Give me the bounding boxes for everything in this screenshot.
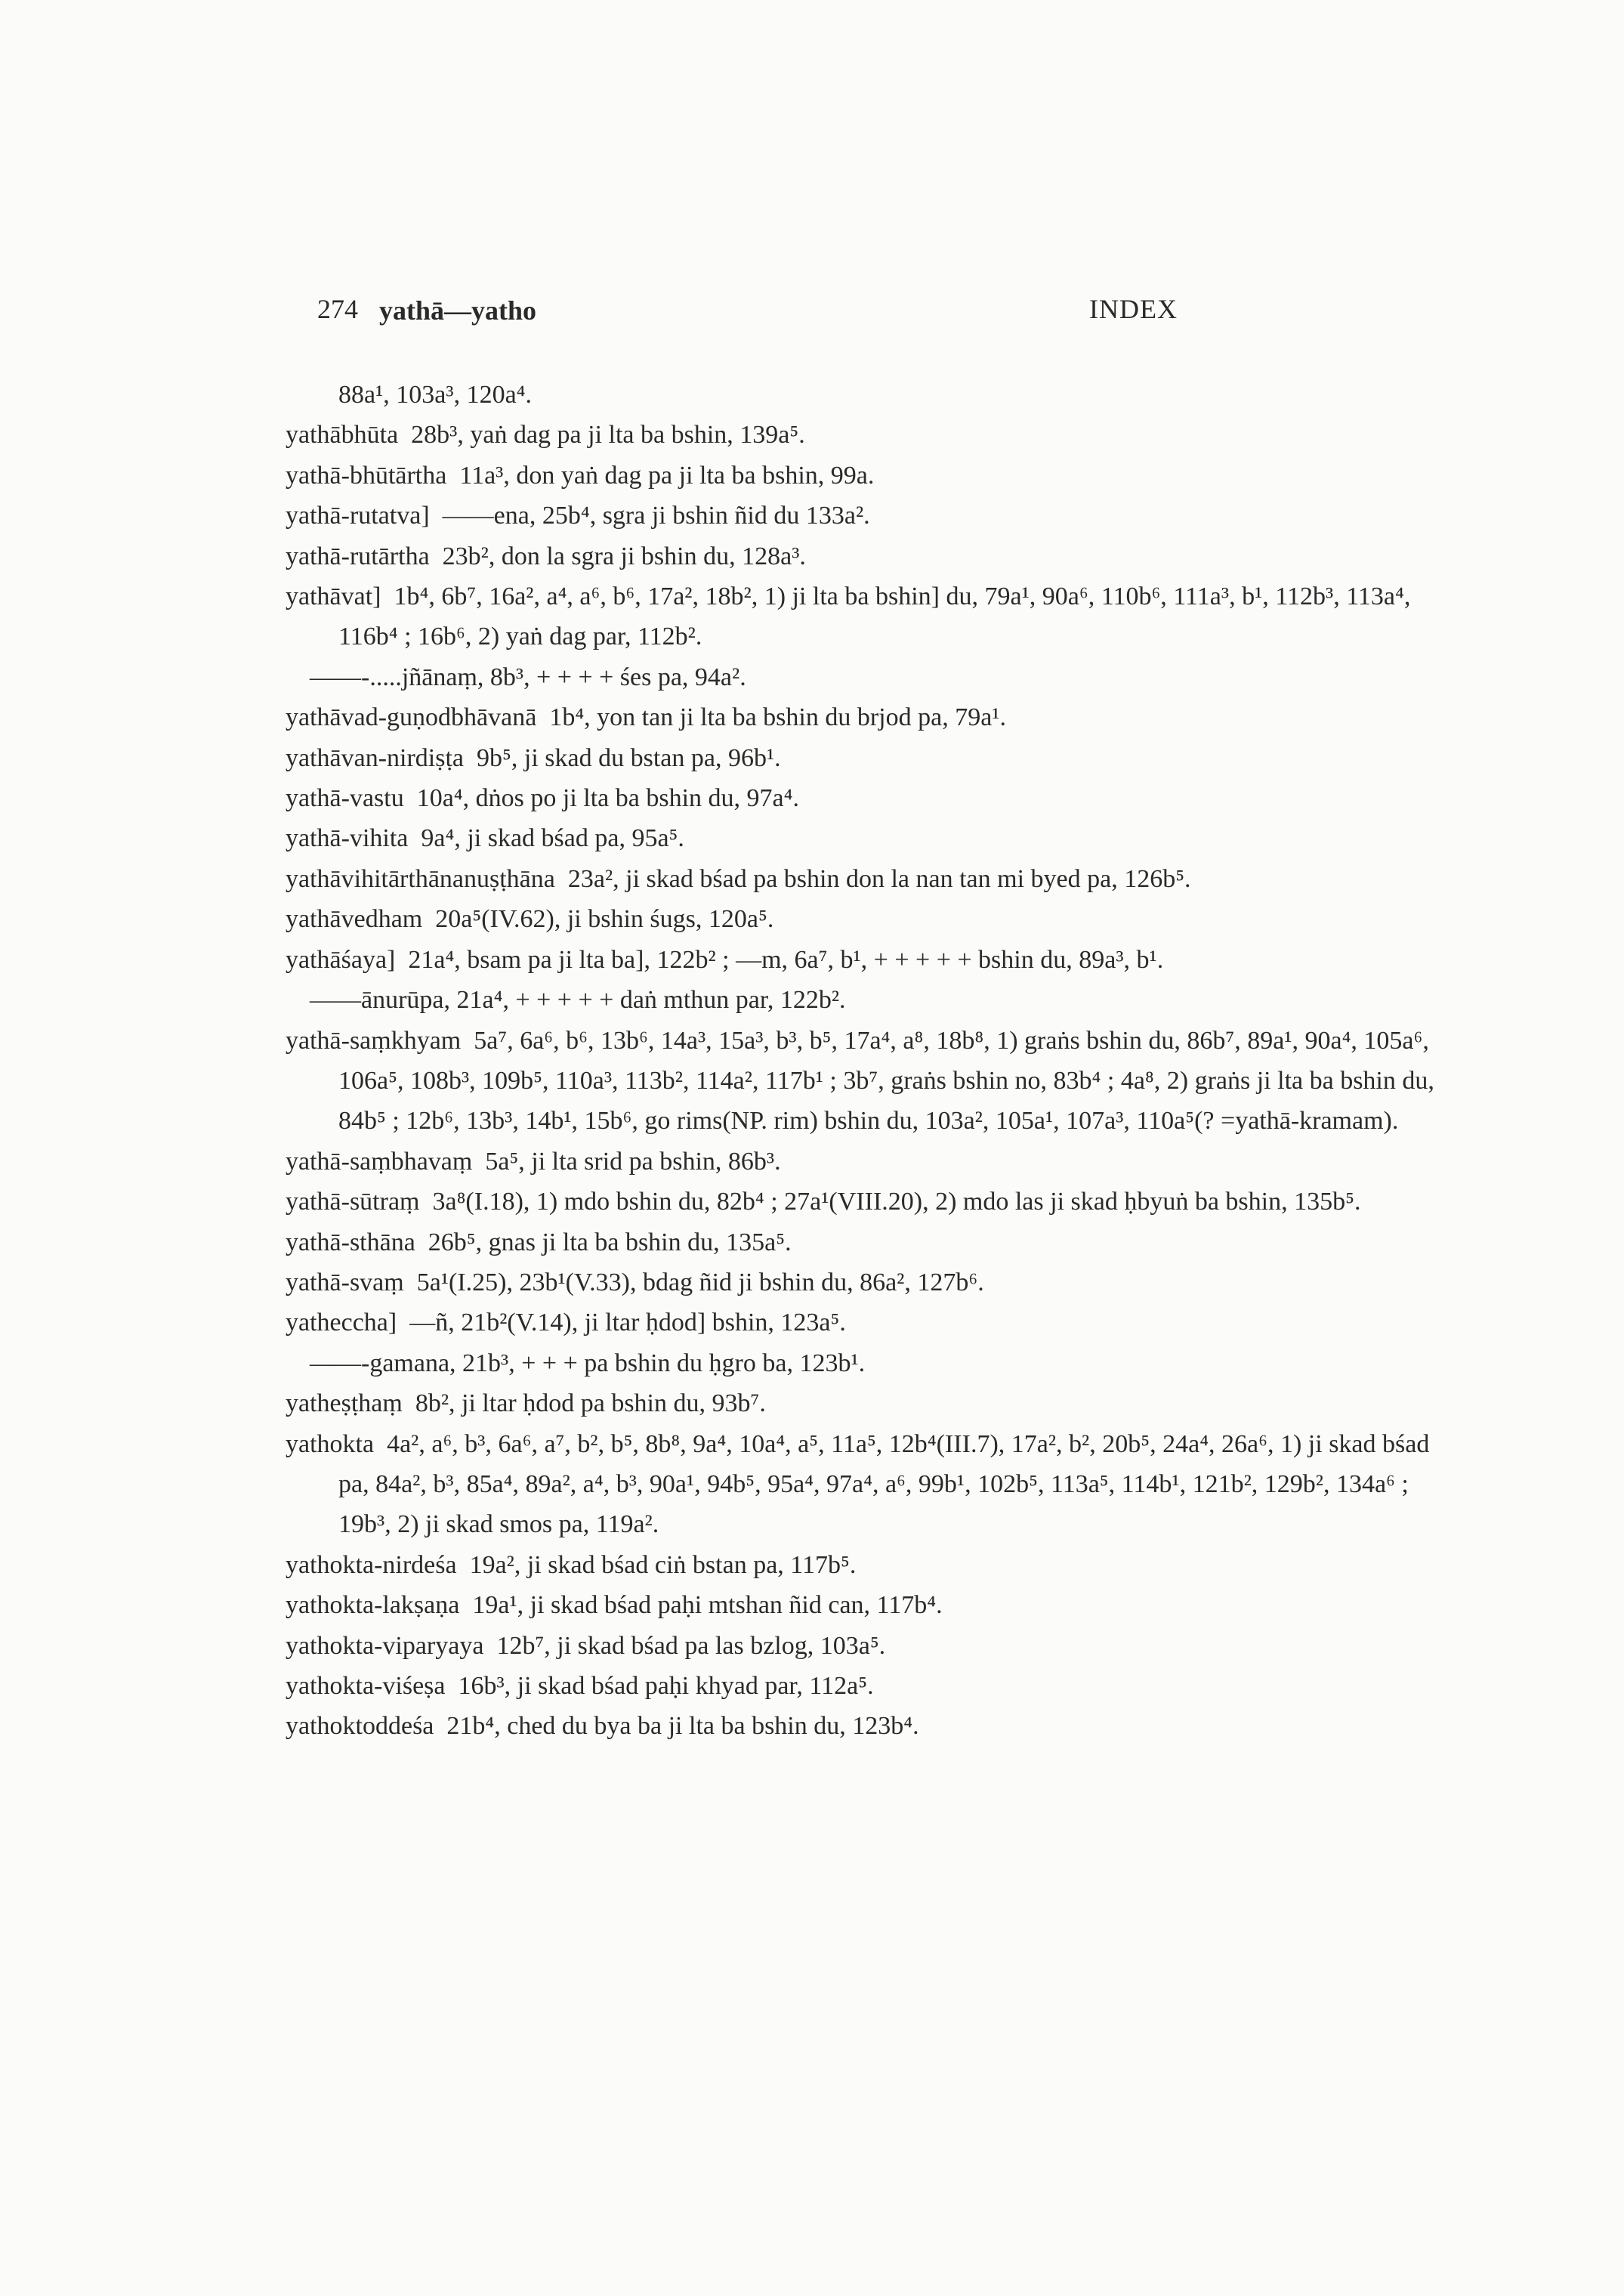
index-entry: yathokta 4a², a⁶, b³, 6a⁶, a⁷, b², b⁵, 8b⁸, 9a⁴, 10a⁴, a⁵, 11a⁵, 12b⁴(III.7), 17a², b², 20b⁵, 24a⁴, 26a⁶, 1) ji skad bśad pa, 84a², b³, 85a⁴, 89a², a⁴, b³, 90a¹, 94b⁵, 95a⁴, 97a⁴, a⁶, 99b¹, 102b⁵, 113a⁵, 114b¹, 121b², 129b², 134a⁶ ; 19b³, 2) ji skad smos pa, 119a². [286,1429,1436,1539]
index-entry: yathā-bhūtārtha 11a³, don yaṅ dag pa ji lta ba bshin, 99a. [286,461,875,490]
index-entry: yathāvedham 20a⁵(IV.62), ji bshin śugs, 120a⁵. [286,905,774,934]
index-entry: yathokta-viśeṣa 16b³, ji skad bśad paḥi khyad par, 112a⁵. [286,1672,874,1700]
index-entry: yathā-svaṃ 5a¹(I.25), 23b¹(V.33), bdag ñid ji bshin du, 86a², 127b⁶. [286,1268,984,1296]
index-entry: yathābhūta 28b³, yaṅ dag pa ji lta ba bshin, 139a⁵. [286,421,805,450]
index-entry: yathoktoddeśa 21b⁴, ched du bya ba ji lta ba bshin du, 123b⁴. [286,1712,919,1741]
index-entry: yathā-rutatva] ——ena, 25b⁴, sgra ji bshin ñid du 133a². [286,502,870,530]
index-entry: yathokta-lakṣaṇa 19a¹, ji skad bśad paḥi mtshan ñid can, 117b⁴. [286,1591,943,1620]
index-entry: yathā-vastu 10a⁴, dṅos po ji lta ba bshin du, 97a⁴. [286,784,799,813]
index-entry: yathā-rutārtha 23b², don la sgra ji bshin du, 128a³. [286,542,806,570]
index-entry: yathāvan-nirdiṣṭa 9b⁵, ji skad du bstan pa, 96b¹. [286,743,781,772]
index-entry: yathā-saṃkhyam 5a⁷, 6a⁶, b⁶, 13b⁶, 14a³, 15a³, b³, b⁵, 17a⁴, a⁸, 18b⁸, 1) graṅs bshin du, 86b⁷, 89a¹, 90a⁴, 105a⁶, 106a⁵, 108b³, 109b⁵, 110a³, 113b², 114a², 117b¹ ; 3b⁷, graṅs bshin no, 83b⁴ ; 4a⁸, 2) graṅs ji lta ba bshin du, 84b⁵ ; 12b⁶, 13b³, 14b¹, 15b⁶, go rims(NP. rim) bshin du, 103a², 105a¹, 107a³, 110a⁵(? =yathā-kramam). [286,1026,1441,1136]
index-entry: yathokta-nirdeśa 19a², ji skad bśad ciṅ bstan pa, 117b⁵. [286,1550,857,1579]
section-title: INDEX [1089,294,1178,324]
index-entry: yathāvat] 1b⁴, 6b⁷, 16a², a⁴, a⁶, b⁶, 17a², 18b², 1) ji lta ba bshin] du, 79a¹, 90a⁶, 110b⁶, 111a³, b¹, 112b³, 113a⁴, 116b⁴ ; 16b⁶, 2) yaṅ dag par, 112b². [286,582,1417,651]
index-entry: yathāvad-guṇodbhāvanā 1b⁴, yon tan ji lta ba bshin du brjod pa, 79a¹. [286,703,1006,732]
index-entry: yathā-sthāna 26b⁵, gnas ji lta ba bshin du, 135a⁵. [286,1228,792,1256]
index-entry: yathokta-viparyaya 12b⁷, ji skad bśad pa las bzlog, 103a⁵. [286,1631,886,1660]
index-entry: yatheṣṭhaṃ 8b², ji ltar ḥdod pa bshin du, 93b⁷. [286,1389,766,1418]
index-entry: yathā-saṃbhavaṃ 5a⁵, ji lta srid pa bshin, 86b³. [286,1147,781,1176]
running-head: yathā—yatho [379,295,537,326]
index-entry: ——ānurūpa, 21a⁴, + + + + + daṅ mthun par, 122b². [310,986,846,1015]
index-entry: yathāvihitārthānanuṣṭhāna 23a², ji skad bśad pa bshin don la nan tan mi byed pa, 126b⁵. [286,864,1191,893]
page-number: 274 [317,294,358,324]
index-entries [286,375,1464,1747]
index-entry: yathā-vihita 9a⁴, ji skad bśad pa, 95a⁵. [286,824,684,853]
index-entry: ——-.....jñānaṃ, 8b³, + + + + śes pa, 94a². [310,663,746,691]
index-entry: yathāśaya] 21a⁴, bsam pa ji lta ba], 122b² ; —m, 6a⁷, b¹, + + + + + bshin du, 89a³, b¹. [286,945,1164,974]
index-entry: ——-gamana, 21b³, + + + pa bshin du ḥgro ba, 123b¹. [310,1349,866,1377]
index-entry: yathā-sūtraṃ 3a⁸(I.18), 1) mdo bshin du, 82b⁴ ; 27a¹(VIII.20), 2) mdo las ji skad ḥbyuṅ ba bshin, 135b⁵. [286,1188,1361,1216]
index-entry: yatheccha] —ñ, 21b²(V.14), ji ltar ḥdod] bshin, 123a⁵. [286,1309,846,1337]
page-header [317,293,1526,331]
index-entry: 88a¹, 103a³, 120a⁴. [338,381,533,409]
